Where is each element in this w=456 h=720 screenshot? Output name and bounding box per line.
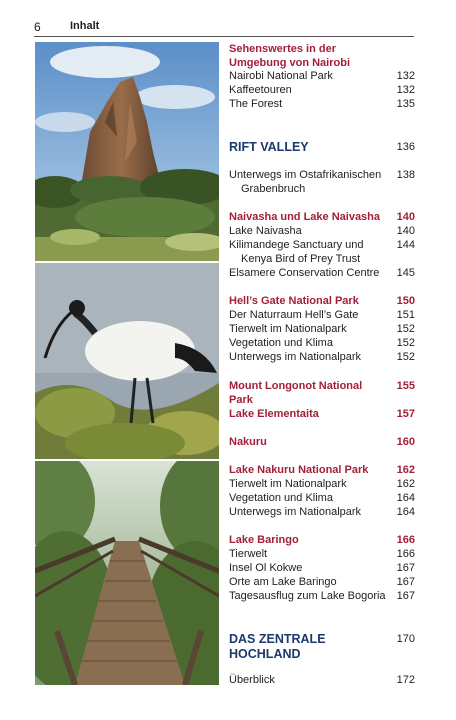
toc-entry bbox=[229, 673, 415, 687]
toc-section bbox=[229, 533, 415, 547]
toc-entry bbox=[229, 350, 415, 364]
toc-entry bbox=[229, 168, 415, 196]
toc-entry-title: Tagesausflug zum Lake Bogoria bbox=[229, 590, 386, 602]
toc-entry-title: Überblick bbox=[229, 674, 275, 686]
toc-entry bbox=[229, 308, 415, 322]
toc-entry-page: 145 bbox=[396, 267, 415, 279]
toc-entry-page: 160 bbox=[396, 436, 415, 448]
toc-entry-title: Sehenswertes in der Umgebung von Nairobi bbox=[229, 43, 350, 69]
toc-entry-page: 152 bbox=[396, 323, 415, 335]
toc-entry-page: 166 bbox=[396, 534, 415, 546]
toc-entry bbox=[229, 97, 415, 111]
toc-section bbox=[229, 407, 415, 421]
toc-entry bbox=[229, 224, 415, 238]
photo-boardwalk bbox=[35, 461, 219, 685]
toc-entry-page: 150 bbox=[396, 295, 415, 307]
toc-entry-page: 162 bbox=[396, 464, 415, 476]
toc-entry bbox=[229, 336, 415, 350]
toc-entry bbox=[229, 561, 415, 575]
toc-entry-title: Kilimandege Sanctuary und Kenya Bird of Prey Trust bbox=[229, 239, 364, 265]
toc-entry-title: Lake Nakuru National Park bbox=[229, 464, 369, 476]
photo-rock-tower bbox=[35, 42, 219, 261]
toc-chapter bbox=[229, 632, 415, 662]
toc-entry-page: 155 bbox=[396, 380, 415, 392]
toc-entry-page: 164 bbox=[396, 492, 415, 504]
toc-entry-page: 136 bbox=[396, 141, 415, 153]
toc-entry-page: 162 bbox=[396, 478, 415, 490]
toc-entry bbox=[229, 547, 415, 561]
toc-entry bbox=[229, 505, 415, 519]
toc-entry-page: 166 bbox=[396, 548, 415, 560]
toc-entry-page: 172 bbox=[396, 674, 415, 686]
toc-entry-title: Der Naturraum Hell’s Gate bbox=[229, 309, 359, 321]
toc-entry-page: 164 bbox=[396, 506, 415, 518]
toc-entry-page: 138 bbox=[396, 169, 415, 181]
toc-entry-page: 167 bbox=[396, 562, 415, 574]
toc-entry bbox=[229, 83, 415, 97]
toc-entry-title: Nairobi National Park bbox=[229, 70, 333, 82]
toc-entry-page: 132 bbox=[396, 70, 415, 82]
toc-section bbox=[229, 294, 415, 308]
toc-entry-title: Lake Naivasha bbox=[229, 225, 302, 237]
toc-entry-page: 170 bbox=[396, 633, 415, 645]
toc-entry-page: 152 bbox=[396, 337, 415, 349]
toc-section bbox=[229, 210, 415, 224]
toc-section bbox=[229, 379, 415, 407]
toc-entry-title: Vegetation und Klima bbox=[229, 337, 333, 349]
toc-entry-title: Tierwelt im Nationalpark bbox=[229, 478, 347, 490]
toc-entry-page: 151 bbox=[396, 309, 415, 321]
toc-entry-title: RIFT VALLEY bbox=[229, 140, 309, 154]
toc-section bbox=[229, 42, 415, 70]
toc-entry-page: 144 bbox=[396, 239, 415, 251]
toc-entry bbox=[229, 266, 415, 280]
toc-entry-title: Tierwelt bbox=[229, 548, 268, 560]
toc-entry-title: Lake Baringo bbox=[229, 534, 299, 546]
toc-entry-title: The Forest bbox=[229, 98, 283, 110]
toc-entry-page: 132 bbox=[396, 84, 415, 96]
toc-entry bbox=[229, 477, 415, 491]
photo-column bbox=[35, 42, 219, 685]
toc-entry-page: 167 bbox=[396, 590, 415, 602]
toc-entry-title: Unterwegs im Ostafrikanischen Grabenbruch bbox=[229, 169, 382, 195]
toc-entry-page: 167 bbox=[396, 576, 415, 588]
toc-entry-title: Tierwelt im Nationalpark bbox=[229, 323, 347, 335]
toc-entry-page: 140 bbox=[396, 225, 415, 237]
toc-entry-page: 135 bbox=[396, 98, 415, 110]
toc-entry-title: DAS ZENTRALE HOCHLAND bbox=[229, 632, 326, 661]
toc-entry-title: Naivasha und Lake Naivasha bbox=[229, 211, 381, 223]
toc-entry-page: 152 bbox=[396, 351, 415, 363]
photo-ibis-bird bbox=[35, 263, 219, 459]
toc-entry bbox=[229, 238, 415, 266]
toc-entry-title: Unterwegs im Nationalpark bbox=[229, 506, 362, 518]
toc-entry-title: Lake Elementaita bbox=[229, 408, 319, 420]
toc-entry-title: Orte am Lake Baringo bbox=[229, 576, 337, 588]
toc-entry bbox=[229, 69, 415, 83]
toc-entry-page: 140 bbox=[396, 211, 415, 223]
toc-entry bbox=[229, 589, 415, 603]
section-title: Inhalt bbox=[70, 20, 100, 32]
toc-entry-title: Unterwegs im Nationalpark bbox=[229, 351, 362, 363]
toc-entry-title: Kaffeetouren bbox=[229, 84, 292, 96]
toc-entry-title: Vegetation und Klima bbox=[229, 492, 333, 504]
toc-entry-title: Hell’s Gate National Park bbox=[229, 295, 359, 307]
toc-entry-title: Mount Longonot National Park bbox=[229, 380, 363, 406]
toc-entry bbox=[229, 575, 415, 589]
toc-entry-title: Nakuru bbox=[229, 436, 267, 448]
toc-entry bbox=[229, 491, 415, 505]
page-number: 6 bbox=[34, 20, 41, 34]
toc-section bbox=[229, 435, 415, 449]
toc-entry-title: Insel Ol Kokwe bbox=[229, 562, 303, 574]
toc-entry-page: 157 bbox=[396, 408, 415, 420]
toc-entry bbox=[229, 322, 415, 336]
toc-section bbox=[229, 463, 415, 477]
running-header bbox=[34, 18, 414, 37]
toc-entry-title: Elsamere Conservation Centre bbox=[229, 267, 380, 279]
toc-chapter bbox=[229, 140, 415, 155]
